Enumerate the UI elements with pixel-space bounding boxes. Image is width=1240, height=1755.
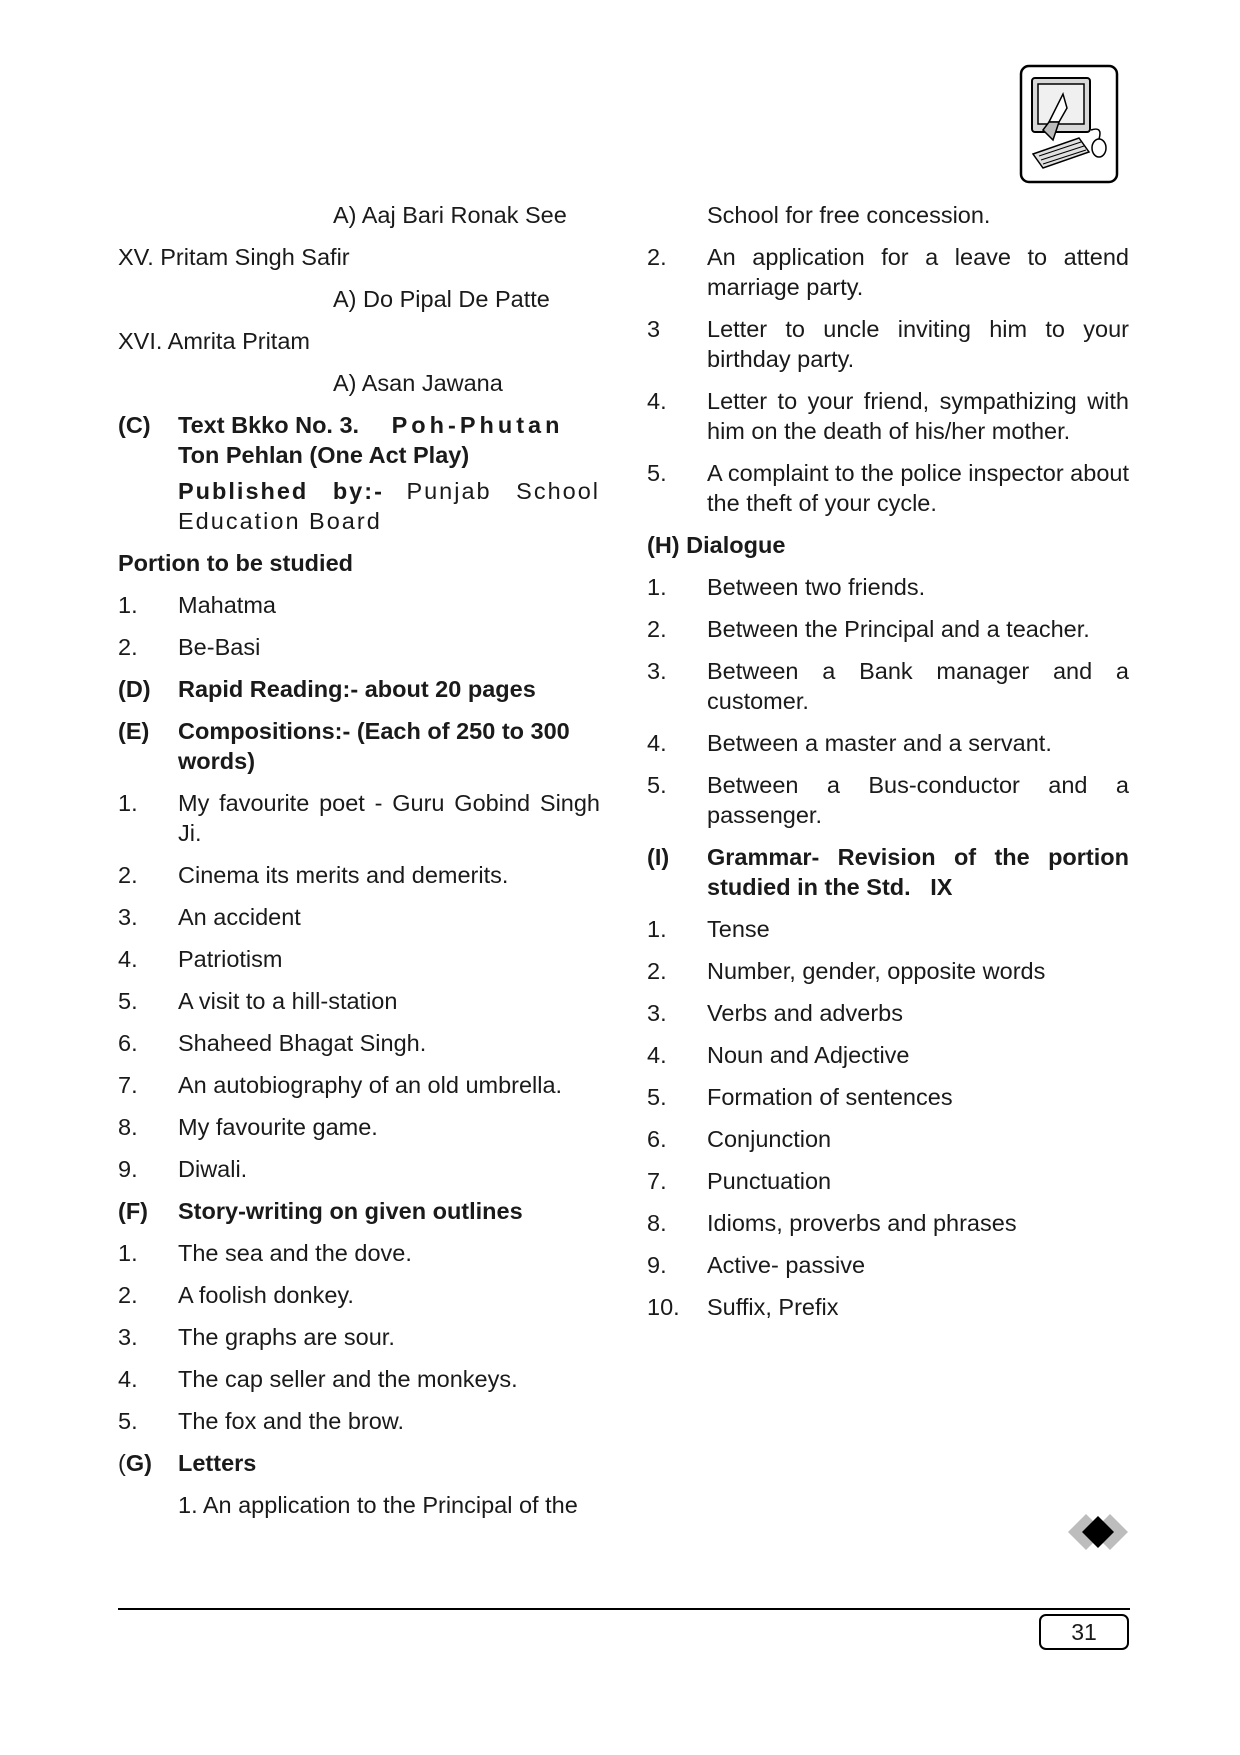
portion-item-number: 1. (118, 592, 138, 618)
left-column (118, 200, 600, 1532)
grammar-item-text: Idioms, proverbs and phrases (707, 1210, 1017, 1236)
composition-item-number: 8. (118, 1114, 138, 1140)
portion-item-text: Be-Basi (178, 634, 261, 660)
text-line: A) Asan Jawana (333, 370, 503, 396)
text-line: A) Do Pipal De Patte (333, 286, 550, 312)
grammar-item (647, 998, 1129, 1028)
dialogue-item (647, 770, 1129, 830)
dialogue-item (647, 728, 1129, 758)
composition-item (118, 1028, 600, 1058)
continuation-text: School for free concession. (707, 202, 991, 228)
story-item-number: 2. (118, 1282, 138, 1308)
grammar-item-number: 1. (647, 916, 667, 942)
composition-item-number: 5. (118, 988, 138, 1014)
composition-item (118, 986, 600, 1016)
composition-item-text: My favourite game. (178, 1114, 378, 1140)
composition-item-number: 9. (118, 1156, 138, 1182)
grammar-item-number: 2. (647, 958, 667, 984)
page-number: 31 (1039, 1614, 1129, 1650)
letter-list (647, 242, 1129, 518)
composition-item-number: 7. (118, 1072, 138, 1098)
composition-item-text: Cinema its merits and demerits. (178, 862, 509, 888)
composition-item-text: A visit to a hill-station (178, 988, 398, 1014)
section-f-heading (118, 1196, 600, 1226)
section-label: G) (125, 1450, 152, 1476)
letter-item-text: 1. An application to the Principal of the (178, 1492, 578, 1518)
dialogue-item-number: 3. (647, 658, 667, 684)
section-g-text: Letters (178, 1450, 257, 1476)
story-item-number: 3. (118, 1324, 138, 1350)
composition-item-number: 1. (118, 790, 138, 816)
grammar-item-text: Verbs and adverbs (707, 1000, 903, 1026)
story-item (118, 1364, 600, 1394)
section-c-heading (118, 410, 600, 470)
grammar-item (647, 1166, 1129, 1196)
grammar-item (647, 1082, 1129, 1112)
composition-list (118, 788, 600, 1184)
dialogue-list (647, 572, 1129, 830)
story-item-number: 5. (118, 1408, 138, 1434)
grammar-item-text: Tense (707, 916, 770, 942)
letter-item (647, 386, 1129, 446)
dialogue-item-text: Between two friends. (707, 574, 926, 600)
story-item (118, 1322, 600, 1352)
composition-item-number: 4. (118, 946, 138, 972)
dialogue-item-text: Between a Bank manager and a customer. (707, 658, 1129, 714)
composition-item-number: 2. (118, 862, 138, 888)
grammar-item (647, 1124, 1129, 1154)
section-label: (I) (647, 844, 670, 870)
story-item-number: 4. (118, 1366, 138, 1392)
dialogue-item-number: 2. (647, 616, 667, 642)
story-item (118, 1238, 600, 1268)
story-item-text: The cap seller and the monkeys. (178, 1366, 518, 1392)
grammar-item (647, 914, 1129, 944)
portion-item-number: 2. (118, 634, 138, 660)
computer-icon (1019, 64, 1119, 184)
letter-item-text: A complaint to the police inspector about the theft of your cycle. (707, 460, 1129, 516)
section-label: (F) (118, 1198, 149, 1224)
publisher-label: Published by:- (178, 478, 384, 504)
story-item-text: A foolish donkey. (178, 1282, 354, 1308)
composition-item (118, 1112, 600, 1142)
section-c-book: Poh-Phutan (391, 412, 564, 438)
section-d-text: Rapid Reading:- about 20 pages (178, 676, 536, 702)
grammar-item-number: 8. (647, 1210, 667, 1236)
section-i-text: Grammar- Revision of the portion studied in the Std. IX (707, 844, 1136, 900)
section-label: (C) (118, 412, 151, 438)
letter-item-number: 4. (647, 388, 667, 414)
portion-item (118, 590, 600, 620)
dialogue-item-text: Between a Bus-conductor and a passenger. (707, 772, 1129, 828)
composition-item-text: Patriotism (178, 946, 283, 972)
section-h-heading: (H) Dialogue (647, 532, 786, 558)
footer-rule (118, 1608, 1130, 1610)
portion-item-text: Mahatma (178, 592, 276, 618)
letter-item-number: 3 (647, 316, 661, 342)
dialogue-item (647, 614, 1129, 644)
letter-item (118, 1490, 600, 1520)
composition-item-text: Diwali. (178, 1156, 248, 1182)
grammar-item-number: 5. (647, 1084, 667, 1110)
dialogue-item-text: Between the Principal and a teacher. (707, 616, 1090, 642)
grammar-item (647, 1250, 1129, 1280)
right-column (647, 200, 1136, 1334)
section-i-heading (647, 842, 1136, 902)
section-d-heading (118, 674, 600, 704)
grammar-item-number: 3. (647, 1000, 667, 1026)
grammar-item (647, 1040, 1129, 1070)
letter-item (647, 458, 1129, 518)
grammar-item (647, 956, 1129, 986)
composition-item (118, 1154, 600, 1184)
publisher-value: Punjab School Education Board (178, 478, 600, 534)
section-g-heading (118, 1448, 600, 1478)
composition-item (118, 1070, 600, 1100)
portion-item (118, 632, 600, 662)
composition-item-text: An accident (178, 904, 301, 930)
story-item-number: 1. (118, 1240, 138, 1266)
composition-item-text: My favourite poet - Guru Gobind Singh Ji. (178, 790, 600, 846)
text-line: A) Aaj Bari Ronak See (333, 202, 567, 228)
dialogue-item (647, 572, 1129, 602)
composition-item (118, 860, 600, 890)
diamond-ornament-icon (1066, 1510, 1130, 1554)
grammar-list (647, 914, 1129, 1322)
grammar-item-text: Conjunction (707, 1126, 832, 1152)
grammar-item-text: Suffix, Prefix (707, 1294, 839, 1320)
author-heading: XV. Pritam Singh Safir (118, 244, 350, 270)
grammar-item-text: Formation of sentences (707, 1084, 953, 1110)
grammar-item-text: Number, gender, opposite words (707, 958, 1046, 984)
grammar-item (647, 1292, 1129, 1322)
letter-item-number: 5. (647, 460, 667, 486)
letter-item-text: An application for a leave to attend marriage party. (707, 244, 1129, 300)
dialogue-item-text: Between a master and a servant. (707, 730, 1052, 756)
portion-list (118, 590, 600, 662)
publisher-line (118, 476, 600, 536)
dialogue-item-number: 4. (647, 730, 667, 756)
letter-item-text: Letter to your friend, sympathizing with him on the death of his/her mother. (707, 388, 1129, 444)
dialogue-item (647, 656, 1129, 716)
letter-item-number: 2. (647, 244, 667, 270)
composition-item-text: Shaheed Bhagat Singh. (178, 1030, 427, 1056)
composition-item (118, 788, 600, 848)
grammar-item-number: 4. (647, 1042, 667, 1068)
story-list (118, 1238, 600, 1436)
grammar-item-number: 10. (647, 1294, 680, 1320)
dialogue-item-number: 1. (647, 574, 667, 600)
story-item-text: The fox and the brow. (178, 1408, 405, 1434)
section-e-heading (118, 716, 600, 776)
composition-item-text: An autobiography of an old umbrella. (178, 1072, 563, 1098)
letter-continuation (647, 200, 1129, 230)
author-heading: XVI. Amrita Pritam (118, 328, 310, 354)
story-item (118, 1280, 600, 1310)
grammar-item-text: Noun and Adjective (707, 1042, 910, 1068)
composition-item (118, 902, 600, 932)
dialogue-item-number: 5. (647, 772, 667, 798)
section-label: (D) (118, 676, 151, 702)
grammar-item-text: Punctuation (707, 1168, 832, 1194)
section-c-title: Text Bkko No. 3. (178, 412, 360, 438)
letter-item (647, 314, 1129, 374)
letter-item (647, 242, 1129, 302)
section-f-text: Story-writing on given outlines (178, 1198, 523, 1224)
section-label: (E) (118, 718, 150, 744)
letter-item-text: Letter to uncle inviting him to your birthday party. (707, 316, 1129, 372)
story-item-text: The graphs are sour. (178, 1324, 395, 1350)
section-e-text: Compositions:- (Each of 250 to 300 words) (178, 718, 570, 774)
grammar-item-number: 9. (647, 1252, 667, 1278)
section-c-subtitle: Ton Pehlan (One Act Play) (178, 442, 470, 468)
section-label-open: ( (118, 1450, 126, 1476)
grammar-item-number: 6. (647, 1126, 667, 1152)
story-item (118, 1406, 600, 1436)
composition-item-number: 6. (118, 1030, 138, 1056)
grammar-item-text: Active- passive (707, 1252, 866, 1278)
composition-item (118, 944, 600, 974)
portion-heading: Portion to be studied (118, 550, 353, 576)
story-item-text: The sea and the dove. (178, 1240, 412, 1266)
grammar-item-number: 7. (647, 1168, 667, 1194)
grammar-item (647, 1208, 1129, 1238)
composition-item-number: 3. (118, 904, 138, 930)
